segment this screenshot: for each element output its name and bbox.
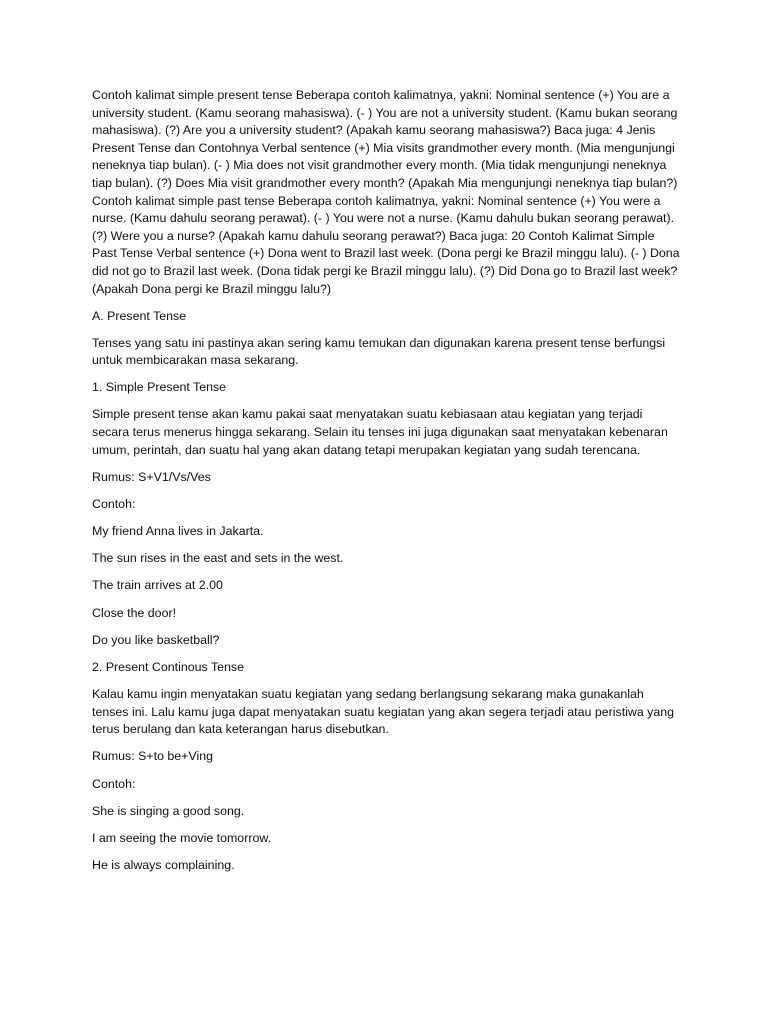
intro-paragraph: Contoh kalimat simple present tense Beberapa contoh kalimatnya, yakni: Nominal sentence (+) You are a university student. (Kamu seorang mahasiswa). (- ) You are not a university student. (Kamu bukan seorang mahasiswa). (?) Are you a university student? (Apakah kamu seorang mahasiswa?) Baca juga: 4 Jenis Present Tense dan Contohnya Verbal sentence (+) Mia visits grandmother every month. (Mia mengunjungi neneknya tiap bulan). (- ) Mia does not visit grandmother every month. (Mia tidak mengunjungi neneknya tiap bulan). (?) Does Mia visit grandmother every month? (Apakah Mia mengunjungi neneknya tiap bulan?) Contoh kalimat simple past tense Beberapa contoh kalimatnya, yakni: Nominal sentence (+) You were a nurse. (Kamu dahulu seorang perawat). (- ) You were not a nurse. (Kamu dahulu bukan seorang perawat). (?) Were you a nurse? (Apakah kamu dahulu seorang perawat?) Baca juga: 20 Contoh Kalimat Simple Past Tense Verbal sentence (+) Dona went to Brazil last week. (Dona pergi ke Brazil minggu lalu). (- ) Dona did not go to Brazil last week. (Dona tidak pergi ke Brazil minggu lalu). (?) Did Dona go to Brazil last week? (Apakah Dona pergi ke Brazil minggu lalu?) [92,88,680,296]
section-heading-simple-present: 1. Simple Present Tense [92,380,227,395]
section-heading-present-continous: 2. Present Continous Tense [92,659,244,674]
example-sentence: The train arrives at 2.00 [92,578,223,593]
simple-present-paragraph: Simple present tense akan kamu pakai saat menyatakan suatu kebiasaan atau kegiatan yang terjadi secara terus menerus hingga sekarang. Selain itu tenses ini juga digunakan saat menyatakan kebenaran umum, perintah, dan suatu hal yang akan datang tetapi merupakan kegiatan yang sudah terencana. [92,407,668,457]
present-continous-example-label: Contoh: [92,776,136,791]
example-sentence: I am seeing the movie tomorrow. [92,830,272,845]
document-body [92,87,682,884]
present-continous-formula: Rumus: S+to be+Ving [92,749,214,764]
section-heading-present-tense: A. Present Tense [92,308,187,323]
example-sentence: The sun rises in the east and sets in the west. [92,551,344,566]
example-sentence: He is always complaining. [92,858,235,873]
example-sentence: Do you like basketball? [92,632,220,647]
simple-present-example-label: Contoh: [92,496,136,511]
present-continous-paragraph: Kalau kamu ingin menyatakan suatu kegiatan yang sedang berlangsung sekarang maka gunakanlah tenses ini. Lalu kamu juga dapat menyatakan suatu kegiatan yang akan segera terjadi atau peristiwa yang terus berulang dan kata keterangan harus disebutkan. [92,687,675,737]
present-tense-paragraph: Tenses yang satu ini pastinya akan sering kamu temukan dan digunakan karena present tense berfungsi untuk membicarakan masa sekarang. [92,335,666,368]
example-sentence: Close the door! [92,605,177,620]
simple-present-formula: Rumus: S+V1/Vs/Ves [92,469,211,484]
example-sentence: My friend Anna lives in Jakarta. [92,524,264,539]
example-sentence: She is singing a good song. [92,803,245,818]
